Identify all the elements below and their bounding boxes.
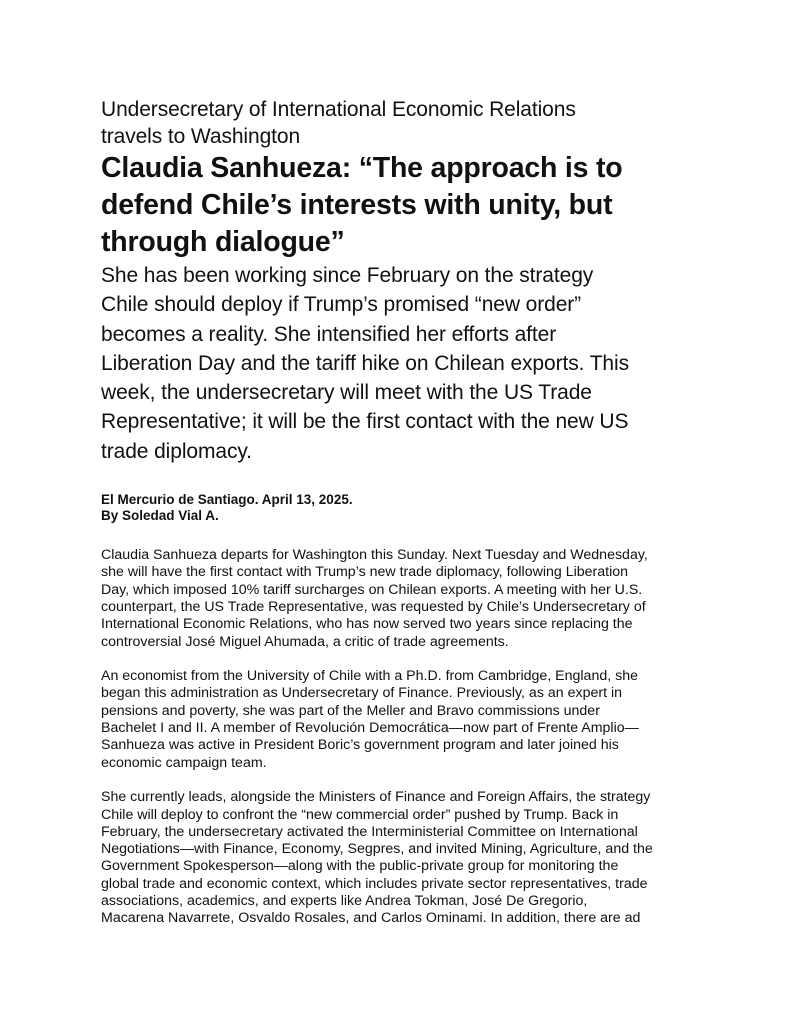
article-kicker (101, 96, 701, 150)
body-line: February, the undersecretary activated the Interministerial Committee on International (101, 823, 638, 840)
body-line: She currently leads, alongside the Ministers of Finance and Foreign Affairs, the strategy (101, 789, 651, 806)
kicker-line: travels to Washington (101, 125, 301, 148)
body-line: pensions and poverty, she was part of the Meller and Bravo commissions under (101, 702, 600, 719)
deck-line: trade diplomacy. (101, 439, 252, 463)
body-paragraph (101, 547, 701, 651)
body-line: Day, which imposed 10% tariff surcharges on Chilean exports. A meeting with her U.S. (101, 581, 643, 598)
body-line: Macarena Navarrete, Osvaldo Rosales, and Carlos Ominami. In addition, there are ad (101, 910, 641, 927)
article-source: El Mercurio de Santiago. April 13, 2025. (101, 492, 353, 508)
body-line: controversial José Miguel Ahumada, a critic of trade agreements. (101, 633, 509, 650)
body-line: she will have the first contact with Trump’s new trade diplomacy, following Liberation (101, 564, 629, 581)
deck-line: week, the undersecretary will meet with the US Trade (101, 381, 592, 405)
body-paragraph (101, 789, 701, 927)
body-line: International Economic Relations, who has now served two years since replacing the (101, 616, 633, 633)
body-line: Sanhueza was active in President Boric’s government program and later joined his (101, 737, 619, 754)
deck-line: becomes a reality. She intensified her efforts after (101, 322, 557, 346)
body-line: economic campaign team. (101, 754, 267, 771)
article-headline (101, 150, 701, 261)
body-line: Claudia Sanhueza departs for Washington this Sunday. Next Tuesday and Wednesday, (101, 547, 648, 564)
deck-line: She has been working since February on the strategy (101, 264, 594, 287)
deck-line: Liberation Day and the tariff hike on Chilean exports. This (101, 351, 629, 375)
article-byline (101, 492, 701, 524)
body-paragraph (101, 668, 701, 772)
body-line: associations, academics, and experts like Andrea Tokman, José De Gregorio, (101, 893, 588, 910)
body-line: Chile will deploy to confront the “new commercial order” pushed by Trump. Back in (101, 806, 619, 823)
article-author: By Soledad Vial A. (101, 508, 219, 524)
body-line: counterpart, the US Trade Representative, was requested by Chile’s Undersecretary of (101, 598, 646, 615)
body-line: Negotiations—with Finance, Economy, Segpres, and invited Mining, Agriculture, and the (101, 841, 653, 858)
article-deck (101, 261, 701, 466)
body-line: Bachelet I and II. A member of Revolución Democrática—now part of Frente Amplio— (101, 720, 639, 737)
body-line: Government Spokesperson—along with the public-private group for monitoring the (101, 858, 619, 875)
body-line: began this administration as Undersecretary of Finance. Previously, as an expert in (101, 685, 622, 702)
article (101, 96, 701, 945)
headline-line: defend Chile’s interests with unity, but (101, 189, 613, 221)
deck-line: Chile should deploy if Trump’s promised “new order” (101, 293, 582, 317)
deck-line: Representative; it will be the first contact with the new US (101, 410, 629, 434)
body-line: An economist from the University of Chile with a Ph.D. from Cambridge, England, she (101, 668, 638, 685)
body-line: global trade and economic context, which includes private sector representatives, trade (101, 875, 648, 892)
headline-line: through dialogue” (101, 226, 345, 258)
article-body (101, 547, 701, 928)
kicker-line: Undersecretary of International Economic Relations (101, 98, 576, 121)
headline-line: Claudia Sanhueza: “The approach is to (101, 152, 623, 184)
